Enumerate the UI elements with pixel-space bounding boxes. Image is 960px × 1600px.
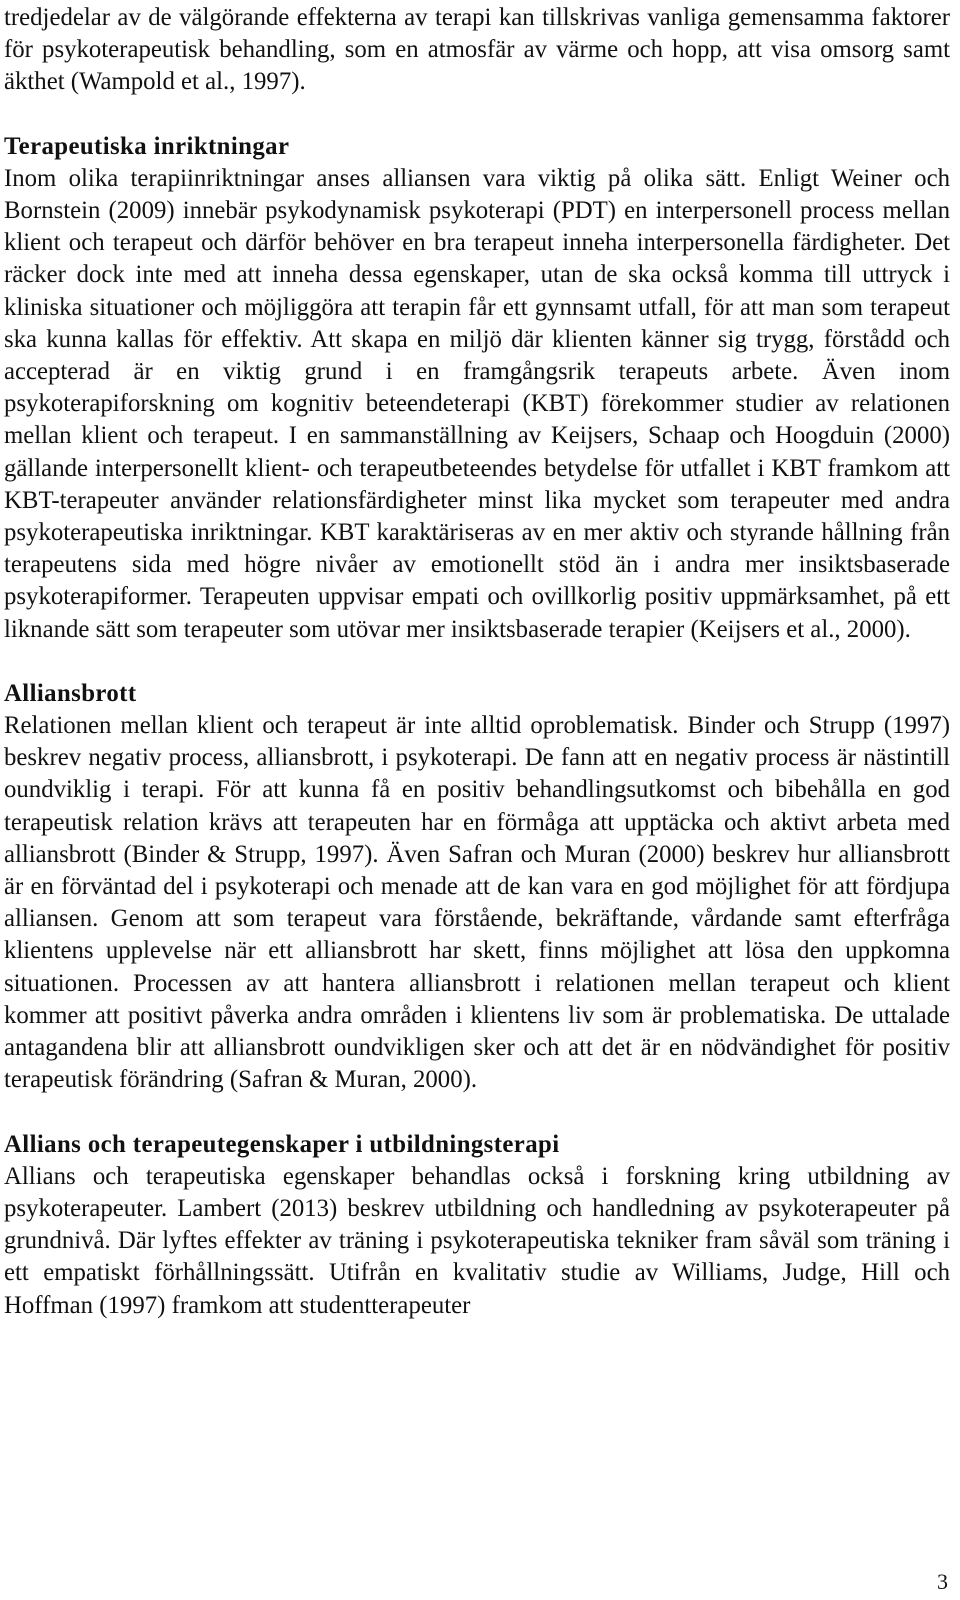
page-number: 3 — [937, 1569, 948, 1594]
section-heading-alliansbrott: Alliansbrott — [4, 679, 137, 707]
section-paragraph-terapeutiska-inriktningar: Inom olika terapiinriktningar anses alliansen vara viktig på olika sätt. Enligt Weiner och Bornstein (2009) innebär psykodynamisk psykoterapi (PDT) en interpersonell process mellan klient och terapeut och därför behöver en bra terapeut inneha interpersonella färdigheter. Det räcker dock inte med att inneha dessa egenskaper, utan de ska också komma till uttryck i kliniska situationer och möjliggöra att terapin får ett gynnsamt utfall, för att man som terapeut ska kunna kallas för effektiv. Att skapa en miljö där klienten känner sig trygg, förstådd och accepterad är en viktig grund i en framgångsrik terapeuts arbete. Även inom psykoterapiforskning om kognitiv beteendeterapi (KBT) förekommer studier av relationen mellan klient och terapeut. I en sammanställning av Keijsers, Schaap och Hoogduin (2000) gällande interpersonellt klient- och terapeutbeteendes betydelse för utfallet i KBT framkom att KBT-terapeuter använder relationsfärdigheter minst lika mycket som terapeuter med andra psykoterapeutiska inriktningar. KBT karaktäriseras av en mer aktiv och styrande hållning från terapeutens sida med högre nivåer av emotionellt stöd än i andra mer insiktsbaserade psykoterapiformer. Terapeuten uppvisar empati och ovillkorlig positiv uppmärksamhet, på ett liknande sätt som terapeuter som utövar mer insiktsbaserade terapier (Keijsers et al., 2000). — [4, 164, 950, 643]
section-paragraph-utbildningsterapi: Allians och terapeutiska egenskaper behandlas också i forskning kring utbildning av psykoterapeuter. Lambert (2013) beskrev utbildning och handledning av psykoterapeuter på grundnivå. Där lyftes effekter av träning i psykoterapeutiska tekniker fram såväl som träning i ett empatiskt förhållningssätt. Utifrån en kvalitativ studie av Williams, Judge, Hill och Hoffman (1997) framkom att studentterapeuter — [4, 1162, 950, 1319]
section-heading-utbildningsterapi: Allians och terapeutegenskaper i utbildningsterapi — [4, 1130, 560, 1158]
section-paragraph-alliansbrott: Relationen mellan klient och terapeut är inte alltid oproblematisk. Binder och Strupp (1997) beskrev negativ process, alliansbrott, i psykoterapi. De fann att en negativ process är nästintill oundviklig i terapi. För att kunna få en positiv behandlingsutkomst och bibehålla en god terapeutisk relation krävs att terapeuten har en förmåga att upptäcka och aktivt arbeta med alliansbrott (Binder & Strupp, 1997). Även Safran och Muran (2000) beskrev hur alliansbrott är en förväntad del i psykoterapi och menade att de kan vara en god möjlighet för att fördjupa alliansen. Genom att som terapeut vara förstående, bekräftande, vårdande samt efterfråga klientens upplevelse när ett alliansbrott har skett, finns möjlighet att lösa den uppkomna situationen. Processen av att hantera alliansbrott i relationen mellan terapeut och klient kommer att positivt påverka andra områden i klientens liv som är problematiska. De uttalade antagandena blir att alliansbrott oundvikligen sker och att det är en nödvändighet för positiv terapeutisk förändring (Safran & Muran, 2000). — [4, 712, 950, 1094]
section-heading-terapeutiska-inriktningar: Terapeutiska inriktningar — [4, 132, 290, 160]
intro-paragraph: tredjedelar av de välgörande effekterna av terapi kan tillskrivas vanliga gemensamma faktorer för psykoterapeutisk behandling, som en atmosfär av värme och hopp, att visa omsorg samt äkthet (Wampold et al., 1997). — [4, 4, 950, 96]
page-body — [4, 2, 950, 1322]
section-spacer — [4, 646, 950, 678]
section-spacer — [4, 1097, 950, 1129]
section-spacer — [4, 99, 950, 131]
